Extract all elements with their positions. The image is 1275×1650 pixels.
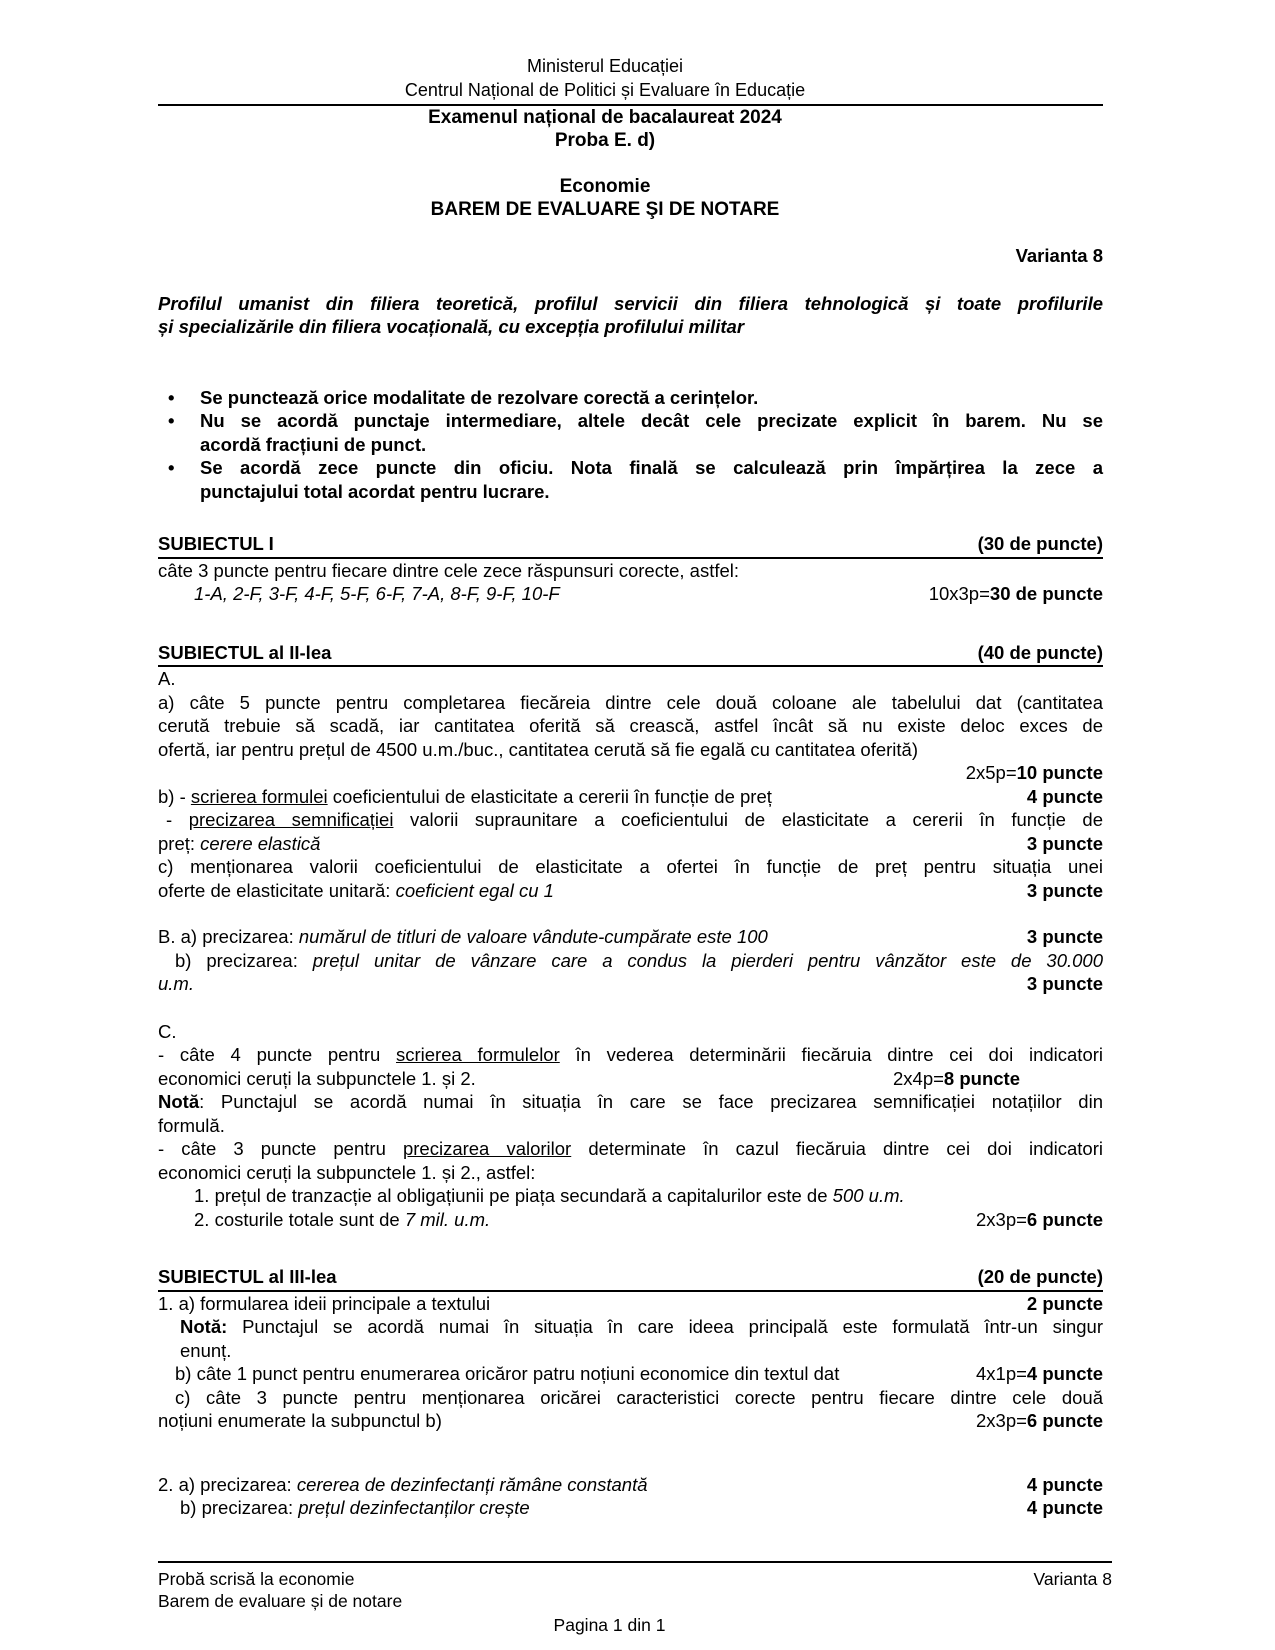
score-value: 30 de puncte (989, 583, 1103, 604)
subject2-B-a-line (158, 925, 1103, 949)
subject2-C-item-1 (158, 1184, 1103, 1208)
text-segment: noțiuni enumerate la subpunctul b) (158, 1410, 442, 1431)
score-line (976, 1208, 1103, 1232)
text-segment: oferte de elasticitate unitară: (158, 879, 396, 901)
subject2-a-line-3: ofertă, iar pentru prețul de 4500 u.m./buc., cantitatea cerută să fie egală cu cantitatea oferită) (158, 738, 918, 760)
score-value: 3 puncte (1026, 832, 1103, 854)
text-segment: economici ceruți la subpunctele 1. și 2. (158, 1067, 476, 1089)
page-footer (158, 1561, 1112, 1636)
subject2-b-line-2 (158, 808, 1103, 832)
text-segment: determinate în cazul fiecăruia dintre cei doi indicatori (571, 1138, 1103, 1159)
subject2-C-label: C. (158, 1020, 177, 1042)
score-value: 3 puncte (1026, 879, 1103, 901)
subject3-nota-line-1 (158, 1315, 1103, 1339)
score-value: 6 puncte (1026, 1410, 1103, 1431)
bullet-icon: • (168, 410, 175, 431)
score-calc: 2x3p= (976, 1410, 1027, 1431)
text-segment: b) câte 1 punct pentru enumerarea oricăror patru noțiuni economice din textul dat (175, 1363, 840, 1384)
bold-segment: Notă: (180, 1316, 228, 1337)
text-segment: 2. a) precizarea: (158, 1473, 297, 1495)
profile-line-1: Profilul umanist din filiera teoretică, profilul servicii din filiera tehnologică și toate profilurile (158, 292, 1103, 314)
text-segment: - câte 3 puncte pentru (158, 1138, 403, 1159)
bullet-icon: • (168, 386, 175, 408)
text-segment: b) precizarea: (175, 949, 313, 971)
rule-2-line-1: Nu se acordă punctaje intermediare, altele decât cele precizate explicit în barem. Nu se (200, 410, 1103, 431)
italic-segment: numărul de titluri de valoare vândute-cumpărate este 100 (298, 926, 768, 947)
subject2-a-line-1: a) câte 5 puncte pentru completarea fiecăreia dintre cele două coloane ale tabelului dat (cantitatea (158, 691, 1103, 713)
subject2-C-item-2-text (194, 1208, 490, 1232)
subject3-q1c-line-1: c) câte 3 puncte pentru menționarea oricărei caracteristici corecte pentru fiecare dintre cele două (175, 1386, 1103, 1408)
italic-segment: 7 mil. u.m. (404, 1208, 491, 1230)
subject2-a-label: A. (158, 668, 176, 689)
subject3-points: (20 de puncte) (977, 1266, 1103, 1287)
text-segment: B. a) precizarea: (158, 926, 299, 947)
title-block (158, 106, 1052, 221)
score-line (976, 1409, 1103, 1433)
footer-variant: Varianta 8 (1033, 1569, 1112, 1589)
text-segment: 1. prețul de tranzacție al obligațiunii pe piața secundară a capitalurilor este de (194, 1185, 833, 1206)
subject2-C-nota-line-1 (158, 1090, 1103, 1114)
text-segment: coeficientului de elasticitate a cererii în funcție de preț (327, 785, 772, 807)
subject3-q2b-text (180, 1496, 530, 1520)
proba-title: Proba E. d) (554, 130, 656, 151)
subject1-header (158, 532, 1103, 559)
bullet-icon: • (168, 457, 175, 478)
subject3-q1b-line (158, 1362, 1103, 1386)
variant-label: Varianta 8 (1015, 245, 1103, 266)
rule-3-line-2: punctajului total acordat pentru lucrare. (200, 480, 550, 502)
subject2-b-text (158, 785, 772, 809)
subject2-B-b-line-1 (158, 949, 1103, 973)
profile-note (158, 292, 1103, 339)
footer-page-number: Pagina 1 din 1 (553, 1614, 666, 1635)
subject2-B-b-line-2 (158, 972, 1103, 996)
subject3-q2b-line (158, 1496, 1103, 1520)
score-value: 8 puncte (943, 1067, 1020, 1089)
score-value: 6 puncte (1026, 1208, 1103, 1230)
subject2-C-f2-line-2: economici ceruți la subpunctele 1. și 2., astfel: (158, 1161, 536, 1183)
rule-2-line-2: acordă fracțiuni de punct. (200, 433, 427, 455)
ministry-line: Ministerul Educației (526, 56, 684, 76)
score-value: 2 puncte (1026, 1292, 1103, 1314)
page-header (158, 55, 1052, 102)
text-segment: Punctajul se acordă numai în situația în care ideea principală este formulată într-un singur (227, 1316, 1103, 1337)
italic-segment: 500 u.m. (832, 1185, 905, 1206)
underlined-segment: precizarea valorilor (402, 1138, 572, 1159)
score-calc: 2x3p= (976, 1208, 1027, 1230)
subject1-intro: câte 3 puncte pentru fiecare dintre cele zece răspunsuri corecte, astfel: (158, 559, 740, 581)
score-line (976, 1362, 1103, 1386)
text-segment: în vederea determinării fiecăruia dintre cei doi indicatori (559, 1044, 1103, 1065)
score-value: 4 puncte (1026, 785, 1103, 807)
subject2-b-line-3 (158, 832, 1103, 856)
discipline-title: Economie (559, 176, 651, 197)
rule-1-line-1: Se punctează orice modalitate de rezolvare corectă a cerințelor. (200, 386, 759, 408)
underlined-segment: scrierea formulelor (396, 1044, 560, 1065)
score-line (158, 761, 1103, 785)
footer-rule (158, 1561, 1112, 1563)
text-segment: valorii supraunitare a coeficientului de elasticitate a cererii în funcție de (393, 809, 1103, 830)
subject3-q2a-text (158, 1473, 648, 1497)
subject2-c-line-1: c) menționarea valorii coeficientului de elasticitate a ofertei în funcție de preț pentru situația unei (158, 856, 1103, 877)
subject3-header (158, 1265, 1103, 1292)
score-value: 4 puncte (1026, 1497, 1103, 1518)
underlined-segment: scrierea formulei (190, 785, 328, 807)
exam-title: Examenul național de bacalaureat 2024 (428, 107, 782, 128)
subject3-q2a-line (158, 1473, 1103, 1497)
subject2-b-line-1 (158, 785, 1103, 809)
rule-item-1 (158, 386, 1103, 410)
score-calc: 10x3p= (928, 583, 990, 604)
text-segment: - câte 4 puncte pentru (158, 1044, 396, 1065)
subject2-title: SUBIECTUL al II-lea (158, 641, 332, 663)
text-segment: b) precizarea: (180, 1497, 299, 1518)
subject2-B-a-text (158, 925, 768, 949)
footer-barem: Barem de evaluare și de notare (158, 1591, 403, 1611)
subject3-title: SUBIECTUL al III-lea (158, 1266, 337, 1287)
text-segment: 1. a) formularea ideii principale a textului (158, 1292, 491, 1314)
italic-segment: prețul unitar de vânzare care a condus la pierderi pentru vânzător este de 30.000 (312, 949, 1103, 971)
score-line (893, 1067, 1020, 1091)
text-segment: - (166, 809, 189, 830)
subject2-c-text (158, 879, 554, 903)
footer-row-1 (158, 1568, 1112, 1590)
subject2-C-f1-line-2 (158, 1067, 1103, 1091)
score-calc: 2x5p= (965, 762, 1017, 783)
subject2-c-line-2 (158, 879, 1103, 903)
profile-line-2: și specializările din filiera vocațională, cu excepția profilului militar (158, 316, 745, 337)
subject2-points: (40 de puncte) (977, 641, 1103, 663)
rule-3-line-1: Se acordă zece puncte din oficiu. Nota finală se calculează prin împărțirea la zece a (200, 457, 1103, 478)
italic-segment: u.m. (158, 973, 194, 994)
subject1-points: (30 de puncte) (977, 533, 1103, 554)
subject1-answers: 1-A, 2-F, 3-F, 4-F, 5-F, 6-F, 7-A, 8-F, 9-F, 10-F (194, 583, 560, 604)
score-line (929, 582, 1103, 606)
subject3-q1a-line (158, 1292, 1103, 1316)
score-value: 3 puncte (1026, 926, 1103, 947)
bold-segment: Notă (158, 1091, 200, 1112)
score-value: 10 puncte (1016, 762, 1103, 783)
rule-item-3 (158, 456, 1103, 503)
underlined-segment: precizarea semnificației (188, 809, 394, 830)
subject3-q1c-line-2 (158, 1409, 1103, 1433)
subject3-nota-line-2: enunț. (180, 1339, 232, 1361)
score-calc: 2x4p= (893, 1067, 944, 1089)
italic-segment: cerere elastică (200, 832, 321, 854)
subject2-C-item-2 (158, 1208, 1103, 1232)
italic-segment: cererea de dezinfectanți rămâne constantă (296, 1473, 648, 1495)
text-segment: 2. costurile totale sunt de (194, 1208, 405, 1230)
text-segment: : Punctajul se acordă numai în situația în care se face precizarea semnificației notațiilor din (199, 1091, 1103, 1112)
subject2-header (158, 641, 1103, 668)
subject1-answers-row (158, 582, 1103, 606)
score-value: 4 puncte (1026, 1363, 1103, 1384)
score-value: 4 puncte (1026, 1473, 1103, 1495)
barem-title: BAREM DE EVALUARE ŞI DE NOTARE (430, 199, 780, 220)
subject2-a-line-2: cerută trebuie să scadă, iar cantitatea oferită să crească, astfel încât să nu existe deloc exces de (158, 715, 1103, 736)
italic-segment: prețul dezinfectanților crește (298, 1497, 530, 1518)
text-segment: preț: (158, 832, 201, 854)
text-segment: b) - (158, 785, 191, 807)
subject2-C-f1-line-1 (158, 1043, 1103, 1067)
italic-segment: coeficient egal cu 1 (395, 879, 554, 901)
footer-proba: Probă scrisă la economie (158, 1569, 355, 1589)
rule-item-2 (158, 409, 1103, 456)
center-line: Centrul Național de Politici și Evaluare în Educație (404, 79, 806, 100)
rules-list (158, 386, 1103, 504)
score-calc: 4x1p= (976, 1363, 1027, 1384)
subject2-C-f2-line-1 (158, 1137, 1103, 1161)
subject2-C-nota-line-2: formulă. (158, 1114, 225, 1136)
subject2-b-text (158, 832, 320, 856)
score-value: 3 puncte (1026, 973, 1103, 994)
subject1-title: SUBIECTUL I (158, 533, 274, 554)
